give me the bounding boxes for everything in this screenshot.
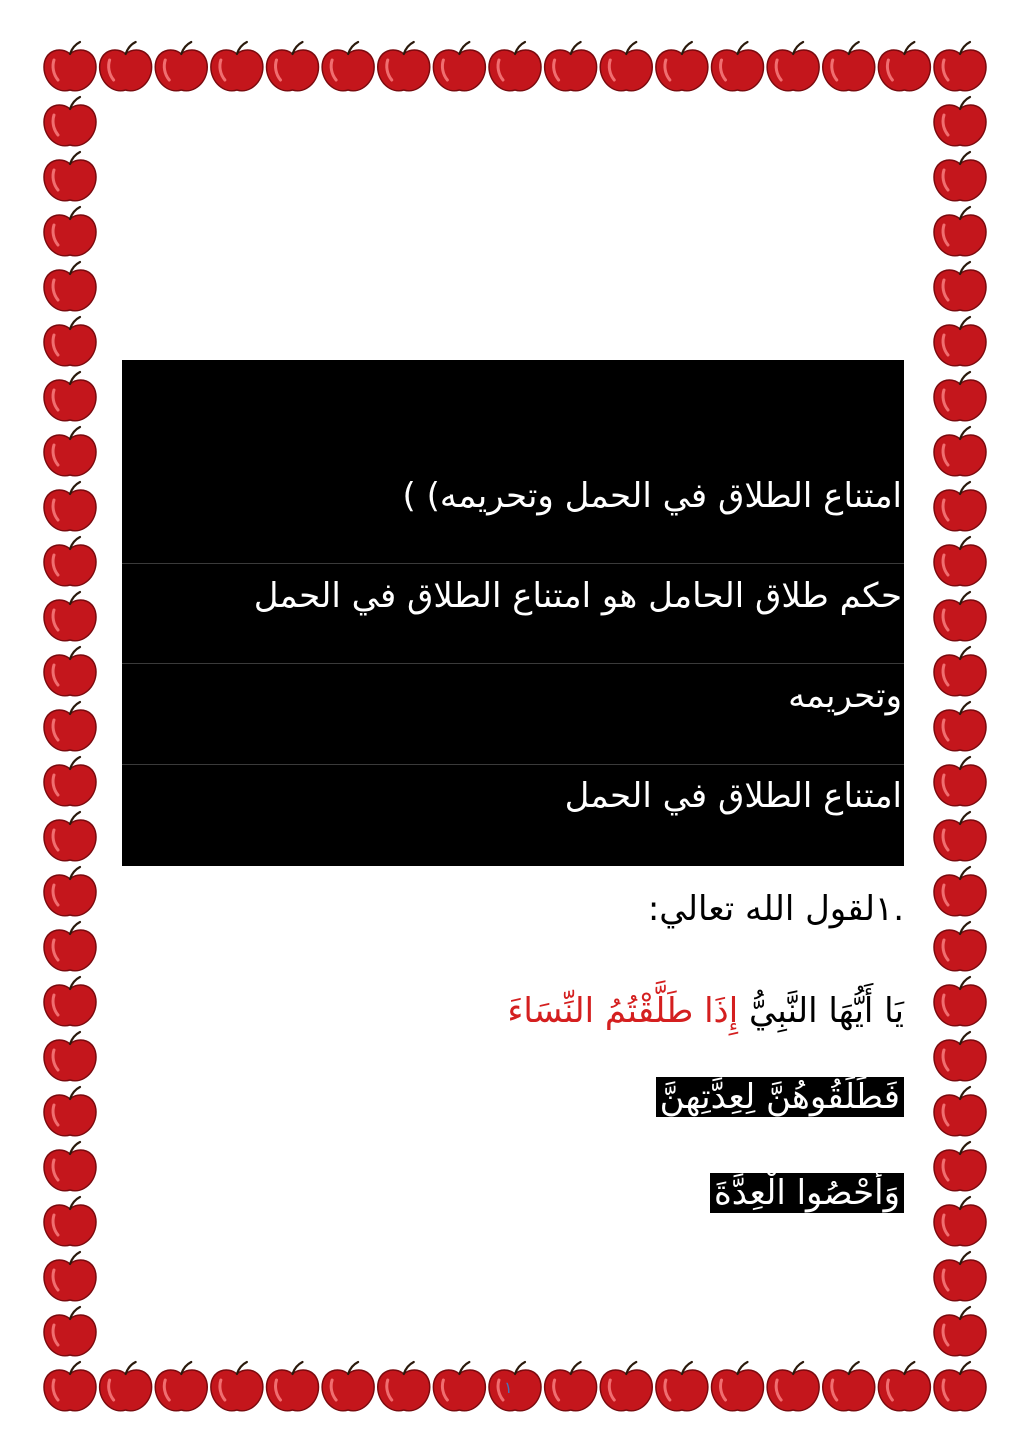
apple-icon: [378, 42, 430, 91]
apple-icon: [44, 262, 96, 311]
apple-icon: [44, 1362, 96, 1411]
apple-icon: [44, 757, 96, 806]
apple-icon: [44, 812, 96, 861]
apple-icon: [934, 1087, 986, 1136]
apple-icon: [934, 207, 986, 256]
title-line-1: امتناع الطلاق في الحمل وتحريمه) ): [402, 476, 902, 516]
apple-icon: [100, 1362, 152, 1411]
apple-icon: [934, 1197, 986, 1246]
apple-icon: [322, 42, 374, 91]
apple-icon: [211, 1362, 263, 1411]
apple-icon: [378, 1362, 430, 1411]
apple-icon: [44, 152, 96, 201]
apple-icon: [878, 42, 930, 91]
title-line-3: وتحريمه: [788, 676, 902, 716]
apple-icon: [600, 42, 652, 91]
apple-icon: [934, 1362, 986, 1411]
apple-icon: [934, 42, 986, 91]
apple-icon: [489, 1362, 541, 1411]
apple-icon: [934, 1307, 986, 1356]
apple-icon: [545, 42, 597, 91]
apple-icon: [44, 1252, 96, 1301]
title-line-4: امتناع الطلاق في الحمل: [564, 776, 902, 816]
apple-icon: [767, 1362, 819, 1411]
apple-icon: [934, 152, 986, 201]
apple-icon: [44, 702, 96, 751]
verse-line-2: [656, 1076, 904, 1119]
apple-icon: [934, 647, 986, 696]
divider: [122, 764, 904, 765]
title-block: [122, 360, 904, 866]
apple-icon: [44, 1307, 96, 1356]
apple-icon: [44, 1142, 96, 1191]
apple-icon: [44, 207, 96, 256]
apple-icon: [322, 1362, 374, 1411]
verse-line-3-text: وَأَحْصُوا الْعِدَّةَ: [710, 1173, 904, 1213]
title-line-2: حكم طلاق الحامل هو امتناع الطلاق في الحمل: [253, 576, 902, 616]
apple-icon: [44, 372, 96, 421]
apple-icon: [44, 867, 96, 916]
apple-icon: [211, 42, 263, 91]
apple-icon: [44, 42, 96, 91]
apple-icon: [934, 482, 986, 531]
divider: [122, 663, 904, 664]
apple-icon: [44, 1197, 96, 1246]
apple-icon: [155, 1362, 207, 1411]
apple-icon: [44, 592, 96, 641]
apple-icon: [934, 1252, 986, 1301]
verse-part-2: إِذَا طَلَّقْتُمُ النِّسَاءَ: [507, 991, 739, 1031]
apple-icon: [489, 42, 541, 91]
apple-icon: [934, 867, 986, 916]
apple-icon: [44, 537, 96, 586]
apple-icon: [934, 537, 986, 586]
apple-icon: [44, 1032, 96, 1081]
apple-icon: [44, 1087, 96, 1136]
apple-icon: [934, 757, 986, 806]
apple-icon: [823, 1362, 875, 1411]
apple-icon: [267, 42, 319, 91]
apple-icon: [155, 42, 207, 91]
apple-icon: [712, 42, 764, 91]
apple-icon: [934, 97, 986, 146]
apple-icon: [934, 922, 986, 971]
apple-icon: [712, 1362, 764, 1411]
page-number: ١: [504, 1378, 513, 1397]
apple-icon: [100, 42, 152, 91]
intro-text: .١لقول الله تعالي:: [647, 889, 904, 929]
apple-icon: [44, 647, 96, 696]
apple-icon: [934, 592, 986, 641]
apple-icon: [934, 1142, 986, 1191]
apple-icon: [44, 922, 96, 971]
verse-part-1: يَا أَيُّهَا النَّبِيُّ: [748, 991, 904, 1031]
divider: [122, 563, 904, 564]
apple-icon: [545, 1362, 597, 1411]
apple-icon: [934, 262, 986, 311]
apple-icon: [934, 427, 986, 476]
apple-icon: [44, 317, 96, 366]
apple-icon: [767, 42, 819, 91]
apple-icon: [934, 1032, 986, 1081]
apple-icon: [934, 702, 986, 751]
apple-icon: [44, 977, 96, 1026]
apple-icon: [44, 97, 96, 146]
apple-icon: [44, 427, 96, 476]
verse-line-2-text: فَطَلِّقُوهُنَّ لِعِدَّتِهِنَّ: [656, 1077, 904, 1117]
apple-icon: [433, 42, 485, 91]
apple-icon: [656, 1362, 708, 1411]
apple-icon: [934, 372, 986, 421]
verse-line-1: [507, 990, 904, 1033]
apple-icon: [44, 482, 96, 531]
apple-icon: [934, 317, 986, 366]
apple-icon: [600, 1362, 652, 1411]
apple-icon: [267, 1362, 319, 1411]
apple-icon: [823, 42, 875, 91]
apple-icon: [934, 977, 986, 1026]
verse-line-3: [710, 1172, 904, 1215]
apple-icon: [878, 1362, 930, 1411]
apple-icon: [656, 42, 708, 91]
apple-icon: [934, 812, 986, 861]
apple-icon: [433, 1362, 485, 1411]
